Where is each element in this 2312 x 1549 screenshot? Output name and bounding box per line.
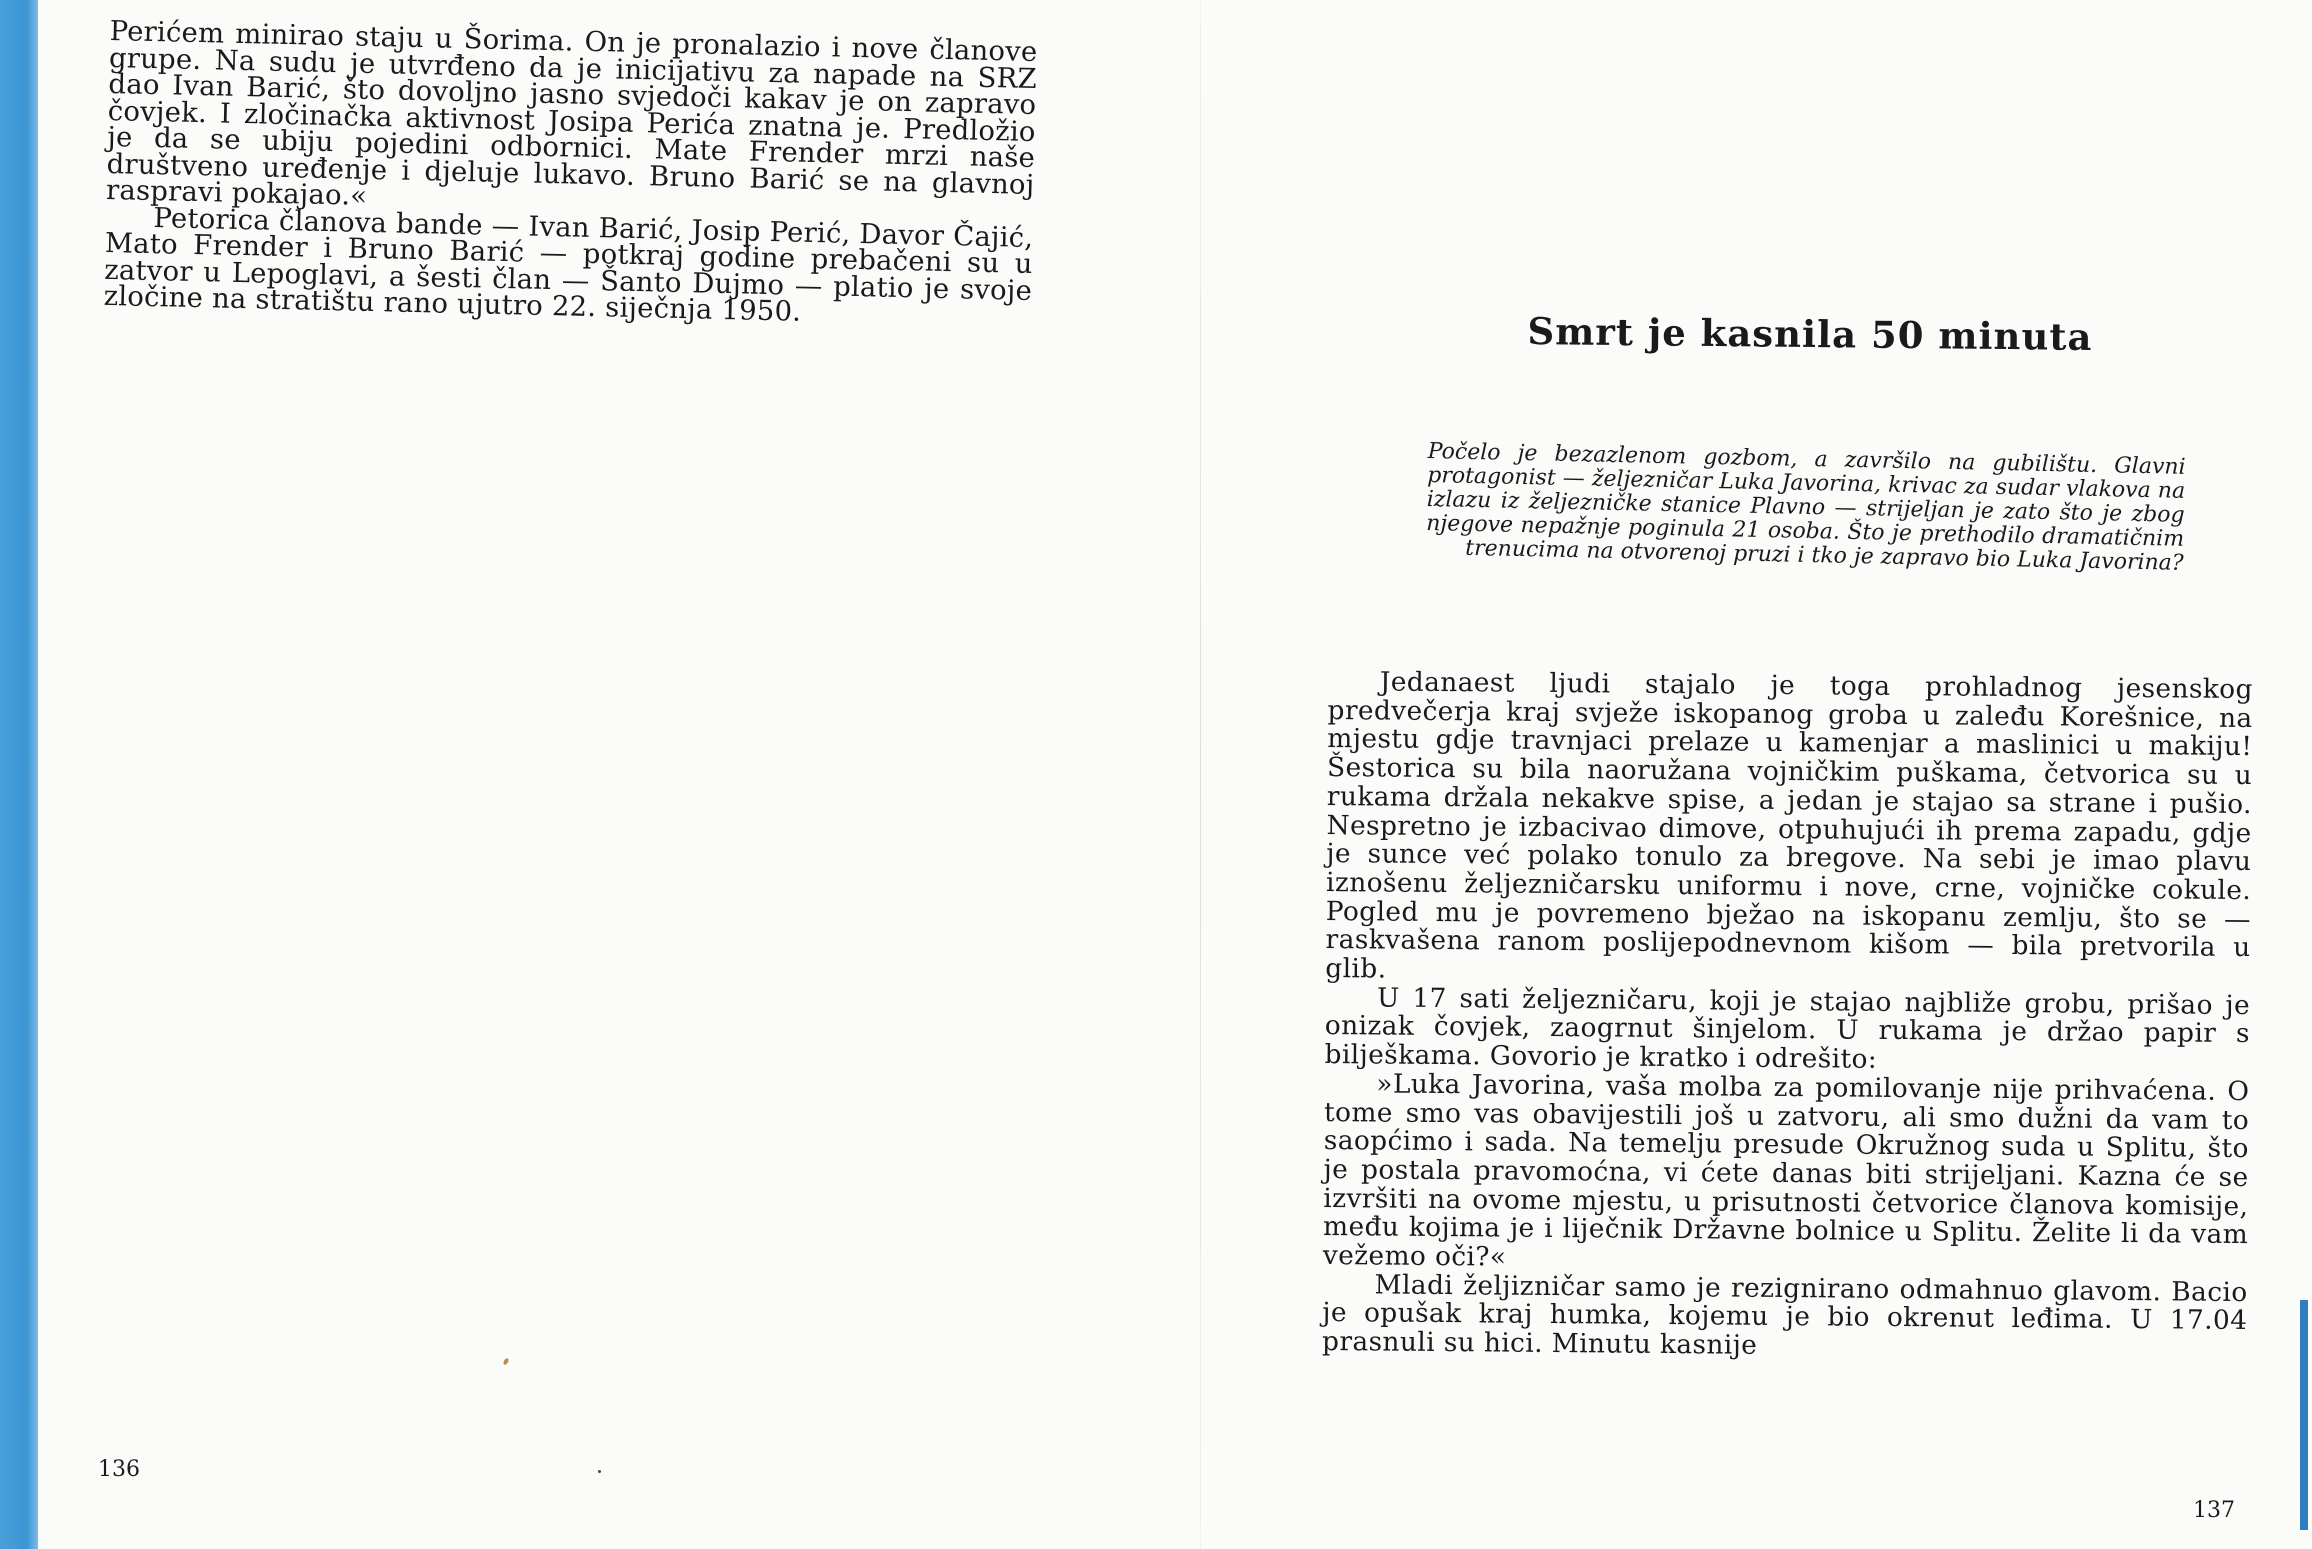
speck [598, 1470, 601, 1473]
left-paragraph-2: Petorica članova bande — Ivan Barić, Josip Perić, Davor Čajić, Mato Frender i Bruno Barić — potkraj godine prebačeni su u zatvor u Lepoglavi, a šesti član — Šanto Dujmo — platio je svoje zločine na stratištu rano ujutro 22. siječnja 1950. [103, 201, 1034, 328]
edge-mark [2300, 1300, 2308, 1530]
page-number-right: 137 [2193, 1498, 2235, 1523]
right-paragraph-4: Mladi želјizničar samo je rezignirano odmahnuo glavom. Bacio je opušak kraj humka, kojemu je bio okrenut leđima. U 17.04 prasnuli su hici. Minutu kasnije [1321, 1269, 2248, 1361]
right-text-column [1322, 668, 2253, 1365]
right-paragraph-2: U 17 sati željezničaru, koji je stajao najbliže grobu, prišao je onizak čovjek, zaogrnut šinjelom. U rukama je držao papir s bilješkama. Govorio je kratko i odrešito: [1324, 982, 2251, 1075]
chapter-lead: Počelo je bezazlenom gozbom, a završilo na gubilištu. Glavni protagonist — željezničar Luka Javorina, krivac za sudar vlakova na izlazu iz željezničke stanice Plavno — strijeljan je zato što je zbog njegove nepažnje poginula 21 osoba. Što je prethodilo dramatičnim trenucima na otvorenoj pruzi i tko je zapravo bio Luka Javorina? [1425, 439, 2186, 576]
left-text-column [103, 15, 1038, 330]
left-page [38, 0, 1190, 1549]
chapter-title: Smrt je kasnila 50 minuta [1527, 309, 2093, 359]
book-edge-left [0, 0, 38, 1549]
speck [503, 1357, 510, 1365]
left-paragraph-1: Perićem minirao staju u Šorima. On je pronalazio i nove članove grupe. Na sudu je utvrđeno da je inicijativu za napade na SRZ dao Ivan Barić, što dovoljno jasno svjedoči kakav je on zapravo čovjek. I zločinačka aktivnost Josipa Perića znatna je. Predložio je da se ubiju pojedini odbornici. Mate Frender mrzi naše društveno uređenje i djeluje lukavo. Bruno Barić se na glavnoj raspravi pokajao.« [105, 15, 1038, 212]
right-paragraph-3: »Luka Javorina, vaša molba za pomilovanje nije prihvaćena. O tome smo vas obavijestili još u zatvoru, ali smo dužni da vam to saopćimo i sada. Na temelju presude Okružnog suda u Splitu, što je postala pravomoćna, vi ćete danas biti strijeljani. Kazna će se izvršiti na ovome mjestu, u prisutnosti četvorice članova komisije, među kojima je i liječnik Državne bolnice u Splitu. Želite li da vam vežemo oči?« [1322, 1068, 2250, 1273]
right-page [1190, 0, 2290, 1549]
page-number-left: 136 [98, 1457, 140, 1482]
right-paragraph-1: Jedanaest ljudi stajalo je toga prohladnog jesenskog predvečerja kraj svježe iskopanog groba u zaleđu Korešnice, na mjestu gdje travnjaci prelaze u kamenjar a maslinici u makiju! Šestorica su bila naoružana vojničkim puškama, četvorica su u rukama držala nekakve spise, a jedan je stajao sa strane i pušio. Nespretno je izbacivao dimove, otpuhujući ih prema zapadu, gdje je sunce već polako tonulo za bregove. Na sebi je imao plavu iznošenu željezničarsku uniformu i nove, crne, vojničke cokule. Pogled mu je povremeno bježao na iskopanu zemlju, što se — raskvašena ranom poslijepodnevnom kišom — bila pretvorila u glib. [1325, 666, 2253, 985]
book-edge-right [2290, 0, 2312, 1549]
